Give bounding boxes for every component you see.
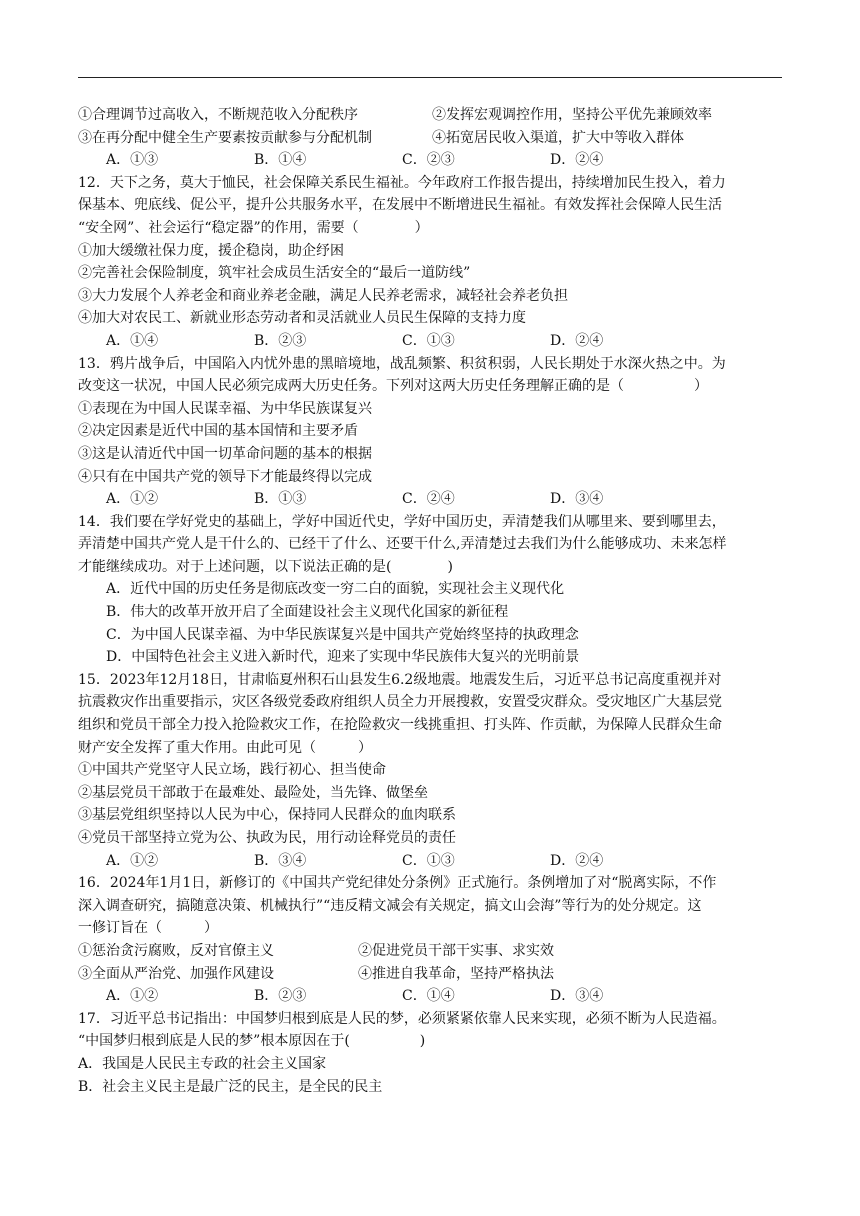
- question-16: [78, 872, 790, 1008]
- statement-2: ②完善社会保险制度，筑牢社会成员生活安全的“最后一道防线”: [78, 265, 471, 282]
- question-13: [78, 353, 790, 511]
- option-a[interactable]: A．近代中国的历史任务是彻底改变一穷二白的面貌，实现社会主义现代化: [106, 581, 565, 598]
- question-stem-line: 组织和党员干部全力投入抢险救灾工作，在抢险救灾一线挑重担、打头阵、作贡献，为保障人民群众生命: [78, 717, 722, 734]
- question-stem-line: 财产安全发挥了重大作用。由此可见（ ）: [78, 739, 372, 756]
- question-stem-line: 才能继续成功。对于上述问题，以下说法正确的是( ): [78, 558, 453, 575]
- question-stem-line: 13．鸦片战争后，中国陷入内忧外患的黑暗境地，战乱频繁、积贫积弱，人民长期处于水深火热之中。为: [78, 355, 726, 372]
- option-c[interactable]: C．为中国人民谋幸福、为中华民族谋复兴是中国共产党始终坚持的执政理念: [106, 626, 579, 643]
- question-12: [78, 172, 790, 353]
- question-stem-line: 弄清楚中国共产党人是干什么的、已经干了什么、还要干什么,弄清楚过去我们为什么能够成功、未来怎样: [78, 536, 727, 553]
- question-stem-line: 15．2023年12月18日，甘肃临夏州积石山县发生6.2级地震。地震发生后，习近平总书记高度重视并对: [78, 671, 722, 688]
- option-c[interactable]: C．①③: [402, 332, 455, 349]
- option-b[interactable]: B．①③: [254, 491, 307, 508]
- question-stem-line: “中国梦归根到底是人民的梦”根本原因在于( ): [78, 1033, 426, 1050]
- question-stem-line: 保基本、兜底线、促公平，提升公共服务水平，在发展中不断增进民生福祉。有效发挥社会保障人民生活: [78, 197, 722, 214]
- statement-1: ①表现在为中国人民谋幸福、为中华民族谋复兴: [78, 400, 372, 417]
- question-stem-line: 抗震救灾作出重要指示，灾区各级党委政府组织人员全力开展搜救，安置受灾群众。受灾地区广大基层党: [78, 694, 722, 711]
- statement-row: [78, 127, 790, 150]
- question-stem-line: 一修订旨在（ ）: [78, 920, 218, 937]
- option-b[interactable]: B．社会主义民主是最广泛的民主，是全民的民主: [78, 1078, 383, 1095]
- option-a[interactable]: A．①②: [106, 491, 159, 508]
- header-rule: [78, 77, 782, 78]
- option-a[interactable]: A．我国是人民民主专政的社会主义国家: [78, 1055, 327, 1072]
- question-17: [78, 1008, 790, 1098]
- option-c[interactable]: C．①③: [402, 852, 455, 869]
- option-b[interactable]: B．②③: [254, 332, 307, 349]
- statement-row: [78, 963, 790, 986]
- statement-row: [78, 104, 790, 127]
- statement-4: ④加大对农民工、新就业形态劳动者和灵活就业人员民生保障的支持力度: [78, 310, 526, 327]
- option-b[interactable]: B．②③: [254, 988, 307, 1005]
- question-stem-line: 改变这一状况，中国人民必须完成两大历史任务。下列对这两大历史任务理解正确的是（ ）: [78, 378, 708, 395]
- statement-1: ①加大缓缴社保力度，援企稳岗，助企纾困: [78, 242, 344, 259]
- statement-4: ④拓宽居民收入渠道，扩大中等收入群体: [432, 129, 684, 146]
- statement-3: ③在再分配中健全生产要素按贡献参与分配机制: [78, 129, 372, 146]
- statement-4: ④党员干部坚持立党为公、执政为民，用行动诠释党员的责任: [78, 830, 456, 846]
- answer-options: [78, 488, 790, 511]
- option-c[interactable]: C．②④: [402, 491, 455, 508]
- exam-page-content: [78, 104, 790, 1098]
- question-11-tail: [78, 104, 790, 172]
- option-b[interactable]: B．③④: [254, 852, 307, 869]
- statement-2: ②发挥宏观调控作用，坚持公平优先兼顾效率: [432, 107, 712, 123]
- question-14: [78, 511, 790, 669]
- statement-2: ②促进党员干部干实事、求实效: [358, 942, 554, 959]
- question-stem-line: 12．天下之务，莫大于恤民，社会保障关系民生福祉。今年政府工作报告提出，持续增加民生投入，着力: [78, 174, 726, 191]
- option-a[interactable]: A．①②: [106, 852, 159, 869]
- question-stem-line: 深入调查研究，搞随意决策、机械执行”“违反精文减会有关规定，搞文山会海”等行为的处分规定。这: [78, 897, 702, 914]
- option-d[interactable]: D．③④: [550, 988, 604, 1005]
- statement-4: ④只有在中国共产党的领导下才能最终得以完成: [78, 468, 372, 485]
- option-d[interactable]: D．②④: [550, 332, 604, 349]
- option-d[interactable]: D．③④: [550, 491, 604, 508]
- option-d[interactable]: D．中国特色社会主义进入新时代，迎来了实现中华民族伟大复兴的光明前景: [106, 649, 580, 666]
- option-c[interactable]: C．①④: [402, 988, 455, 1005]
- statement-3: ③这是认清近代中国一切革命问题的基本的根据: [78, 445, 372, 462]
- statement-3: ③全面从严治党、加强作风建设: [78, 965, 274, 982]
- statement-2: ②决定因素是近代中国的基本国情和主要矛盾: [78, 423, 358, 440]
- question-15: [78, 669, 790, 872]
- statement-1: ①合理调节过高收入，不断规范收入分配秩序: [78, 107, 358, 123]
- statement-1: ①中国共产党坚守人民立场，践行初心、担当使命: [78, 762, 386, 779]
- option-a[interactable]: A．①④: [106, 332, 159, 349]
- answer-options: [78, 985, 790, 1008]
- statement-3: ③大力发展个人养老金和商业养老金融，满足人民养老需求，减轻社会养老负担: [78, 287, 568, 304]
- question-stem-line: “安全网”、社会运行“稳定器”的作用，需要（ ）: [78, 219, 429, 236]
- statement-3: ③基层党组织坚持以人民为中心，保持同人民群众的血肉联系: [78, 807, 456, 824]
- statement-row: [78, 940, 790, 963]
- statement-2: ②基层党员干部敢于在最难处、最险处，当先锋、做堡垒: [78, 784, 428, 801]
- question-stem-line: 16．2024年1月1日，新修订的《中国共产党纪律处分条例》正式施行。条例增加了对“脱离实际，不作: [78, 875, 717, 892]
- option-d[interactable]: D．②④: [550, 152, 604, 169]
- option-a[interactable]: A．①②: [106, 988, 159, 1005]
- statement-4: ④推进自我革命，坚持严格执法: [358, 965, 554, 982]
- question-stem-line: 17．习近平总书记指出：中国梦归根到底是人民的梦，必须紧紧依靠人民来实现，必须不断为人民造福。: [78, 1010, 726, 1027]
- answer-options: [78, 149, 790, 172]
- option-c[interactable]: C．②③: [402, 152, 455, 169]
- statement-1: ①惩治贪污腐败，反对官僚主义: [78, 942, 274, 959]
- answer-options: [78, 330, 790, 353]
- question-stem-line: 14．我们要在学好党史的基础上，学好中国近代史，学好中国历史，弄清楚我们从哪里来、要到哪里去，: [78, 513, 726, 530]
- option-b[interactable]: B．伟大的改革开放开启了全面建设社会主义现代化国家的新征程: [106, 604, 509, 621]
- answer-options: [78, 850, 790, 873]
- option-d[interactable]: D．②④: [550, 852, 604, 869]
- option-a[interactable]: A．①③: [106, 152, 159, 169]
- option-b[interactable]: B．①④: [254, 152, 307, 169]
